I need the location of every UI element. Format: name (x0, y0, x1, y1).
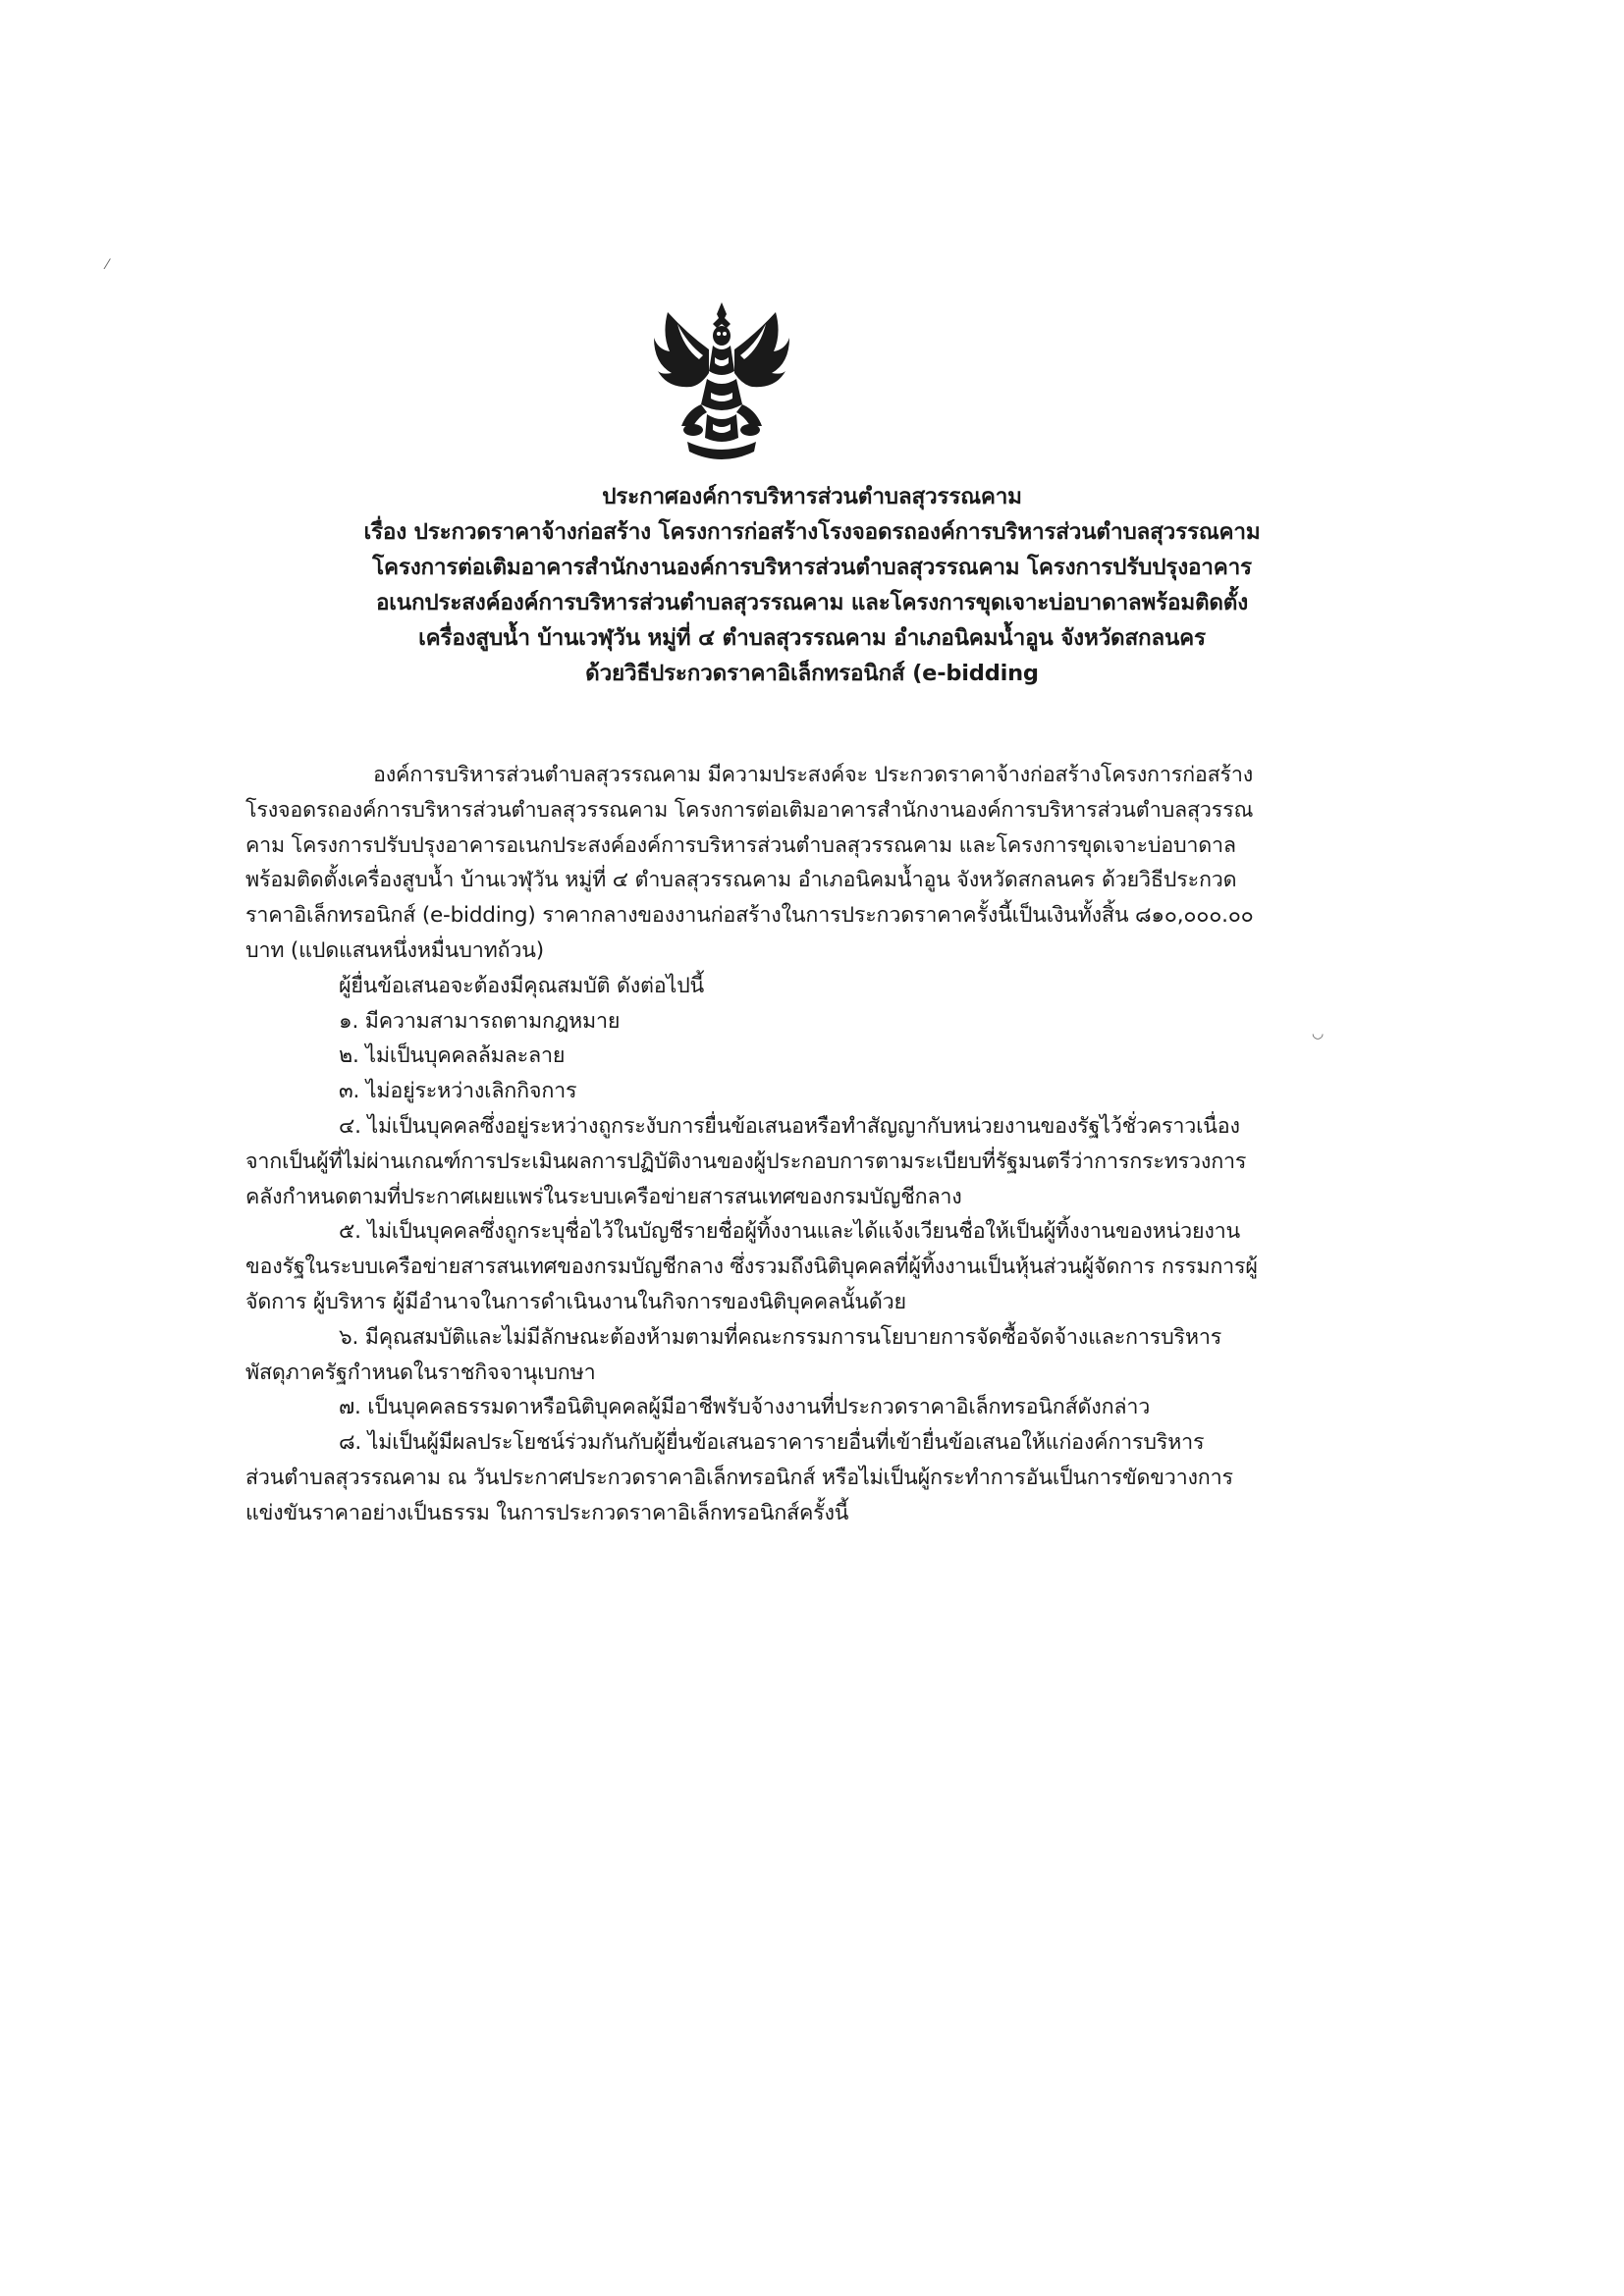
text-line: โรงจอดรถองค์การบริหารส่วนตำบลสุวรรณคาม โครงการต่อเติมอาคารสำนักงานองค์การบริหารส่วนตำบลสุวรรณ (245, 797, 1254, 823)
text-line: พร้อมติดตั้งเครื่องสูบน้ำ บ้านเวฬุวัน หมู่ที่ ๔ ตำบลสุวรรณคาม อำเภอนิคมน้ำอูน จังหวัดสกลนคร ด้วยวิธีประกวด (245, 868, 1237, 893)
text-line: ๒. ไม่เป็นบุคคลล้มละลาย (339, 1043, 566, 1069)
text-line: ของรัฐในระบบเครือข่ายสารสนเทศของกรมบัญชีกลาง ซึ่งรวมถึงนิติบุคคลที่ผู้ทิ้งงานเป็นหุ้นส่วนผู้จัดการ กรรมการผู้ (245, 1255, 1258, 1280)
text-line: ๔. ไม่เป็นบุคคลซึ่งอยู่ระหว่างถูกระงับการยื่นข้อเสนอหรือทำสัญญากับหน่วยงานของรัฐไว้ชั่วคราวเนื่อง (339, 1113, 1240, 1139)
header-line: โครงการต่อเติมอาคารสำนักงานองค์การบริหารส่วนตำบลสุวรรณคาม โครงการปรับปรุงอาคาร (372, 555, 1252, 580)
text-line: แข่งขันราคาอย่างเป็นธรรม ในการประกวดราคาอิเล็กทรอนิกส์ครั้งนี้ (245, 1500, 849, 1525)
garuda-emblem-icon (648, 294, 795, 471)
qualifications-heading: ผู้ยื่นข้อเสนอจะต้องมีคุณสมบัติ ดังต่อไปนี้ (339, 973, 705, 998)
scan-speck: ◡ (1312, 1026, 1325, 1041)
scan-speck: ⁄ (106, 257, 109, 273)
qualification-item (245, 1320, 1227, 1391)
text-line: คลังกำหนดตามที่ประกาศเผยแพร่ในระบบเครือข่ายสารสนเทศของกรมบัญชีกลาง (245, 1184, 962, 1209)
text-line: คาม โครงการปรับปรุงอาคารอเนกประสงค์องค์การบริหารส่วนตำบลสุวรรณคาม และโครงการขุดเจาะบ่อบาดาล (245, 832, 1236, 858)
header-line: ด้วยวิธีประกวดราคาอิเล็กทรอนิกส์ (e-bidding (585, 661, 1039, 686)
qualification-item (245, 1109, 1247, 1214)
text-line: ๕. ไม่เป็นบุคคลซึ่งถูกระบุชื่อไว้ในบัญชีรายชื่อผู้ทิ้งงานและได้แจ้งเวียนชื่อให้เป็นผู้ทิ้งงานของหน่วยงาน (339, 1219, 1241, 1245)
qualification-item (245, 1004, 1227, 1040)
text-line: จัดการ ผู้บริหาร ผู้มีอำนาจในการดำเนินงานในกิจการของนิติบุคคลนั้นด้วย (245, 1289, 906, 1314)
text-line: ส่วนตำบลสุวรรณคาม ณ วันประกาศประกวดราคาอิเล็กทรอนิกส์ หรือไม่เป็นผู้กระทำการอันเป็นการขัดขวางการ (245, 1465, 1233, 1490)
header-line: ประกาศองค์การบริหารส่วนตำบลสุวรรณคาม (602, 484, 1022, 509)
text-line: ราคาอิเล็กทรอนิกส์ (e-bidding) ราคากลางของงานก่อสร้างในการประกวดราคาครั้งนี้เป็นเงินทั้งสิ้น ๘๑๐,๐๐๐.๐๐ (245, 903, 1254, 929)
qualification-item (245, 1039, 1227, 1074)
announcement-header (226, 479, 1398, 691)
document-body (245, 758, 1258, 1531)
text-line: องค์การบริหารส่วนตำบลสุวรรณคาม มีความประสงค์จะ ประกวดราคาจ้างก่อสร้างโครงการก่อสร้าง (373, 763, 1254, 787)
header-line: อเนกประสงค์องค์การบริหารส่วนตำบลสุวรรณคาม และโครงการขุดเจาะบ่อบาดาลพร้อมติดตั้ง (375, 590, 1248, 615)
text-line: พัสดุภาครัฐกำหนดในราชกิจจานุเบกษา (245, 1360, 596, 1385)
qualification-item (245, 1074, 1227, 1109)
qualification-item (245, 1390, 1227, 1425)
qualification-item (245, 1425, 1233, 1530)
header-line: เรื่อง ประกวดราคาจ้างก่อสร้าง โครงการก่อสร้างโรงจอดรถองค์การบริหารส่วนตำบลสุวรรณคาม (363, 519, 1261, 545)
text-line: ๖. มีคุณสมบัติและไม่มีลักษณะต้องห้ามตามที่คณะกรรมการนโยบายการจัดซื้อจัดจ้างและการบริหาร (339, 1324, 1222, 1350)
text-line: ๓. ไม่อยู่ระหว่างเลิกกิจการ (339, 1079, 577, 1104)
text-line: บาท (แปดแสนหนึ่งหมื่นบาทถ้วน) (245, 937, 544, 963)
text-line: ๗. เป็นบุคคลธรรมดาหรือนิติบุคคลผู้มีอาชีพรับจ้างงานที่ประกวดราคาอิเล็กทรอนิกส์ดังกล่าว (339, 1395, 1151, 1420)
text-line: ๘. ไม่เป็นผู้มีผลประโยชน์ร่วมกันกับผู้ยื่นข้อเสนอราคารายอื่นที่เข้ายื่นข้อเสนอให้แก่องค์การบริหาร (339, 1430, 1205, 1456)
text-line: ๑. มีความสามารถตามกฎหมาย (339, 1008, 621, 1034)
header-line: เครื่องสูบน้ำ บ้านเวฬุวัน หมู่ที่ ๔ ตำบลสุวรรณคาม อำเภอนิคมน้ำอูน จังหวัดสกลนคร (418, 625, 1206, 651)
text-line: จากเป็นผู้ที่ไม่ผ่านเกณฑ์การประเมินผลการปฏิบัติงานของผู้ประกอบการตามระเบียบที่รัฐมนตรีว่าการกระทรวงการ (245, 1148, 1247, 1174)
qualification-item (245, 1214, 1258, 1319)
intro-paragraph (245, 758, 1254, 969)
